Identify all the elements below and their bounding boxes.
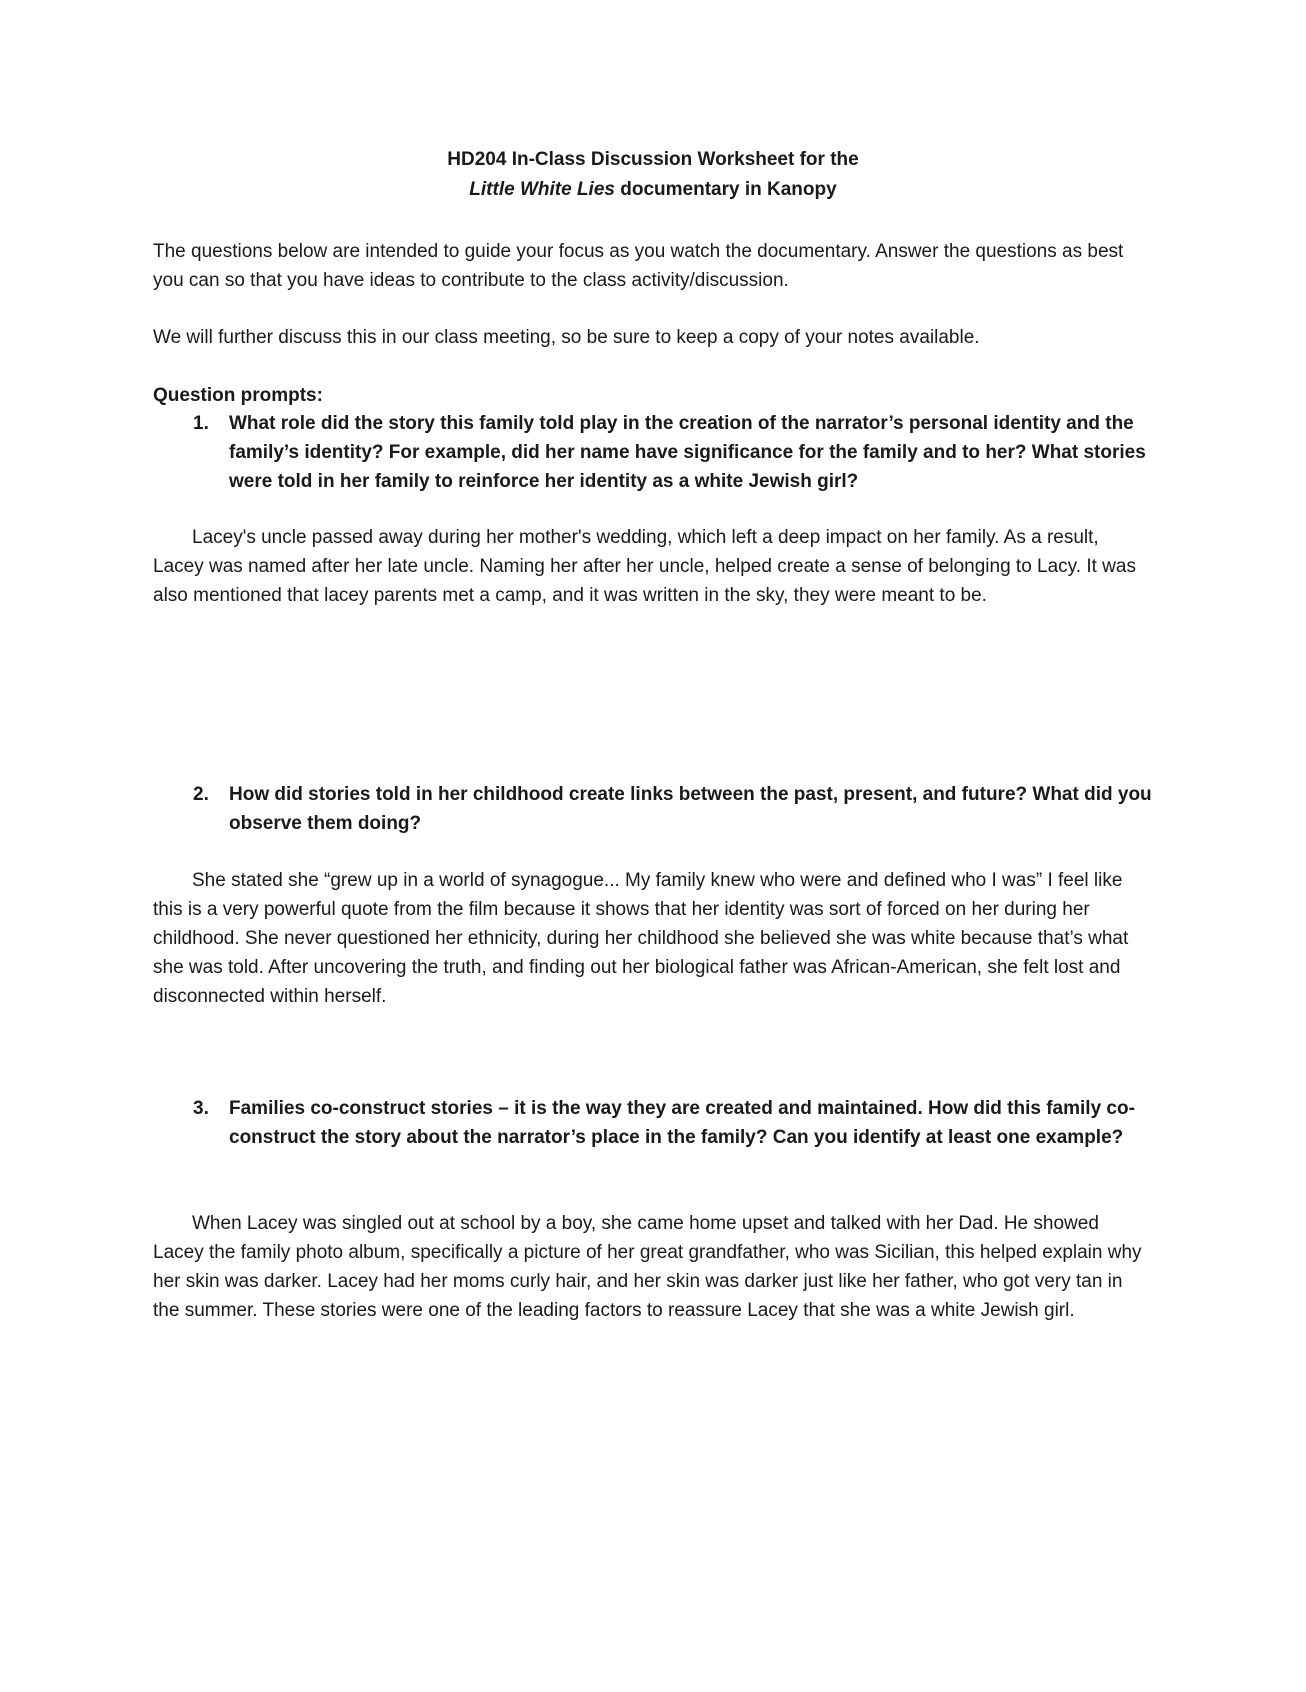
title-line-2 [0, 176, 1306, 204]
film-title: Little White Lies [469, 179, 615, 200]
answer-1: Lacey's uncle passed away during her mother's wedding, which left a deep impact on her family. As a result, Lacey was named after her late uncle. Naming her after her uncle, helped create a sense of belonging to Lacy. It was also mentioned that lacey parents met a camp, and it was written in the sky, they were meant to be. [153, 527, 1136, 606]
intro-paragraph-2: We will further discuss this in our class meeting, so be sure to keep a copy of your notes available. [153, 327, 980, 348]
question-text: How did stories told in her childhood create links between the past, present, and future? What did you observe them doing? [229, 784, 1152, 834]
question-number: 2. [193, 784, 209, 805]
question-number: 1. [193, 413, 209, 434]
prompts-heading: Question prompts: [153, 385, 323, 406]
question-1 [193, 409, 1163, 496]
title-line-1: HD204 In-Class Discussion Worksheet for the [447, 149, 859, 170]
question-2 [193, 780, 1163, 838]
question-number: 3. [193, 1098, 209, 1119]
title-line-2-rest: documentary in Kanopy [614, 179, 837, 200]
answer-3: When Lacey was singled out at school by a boy, she came home upset and talked with her Dad. He showed Lacey the family photo album, specifically a picture of her great grandfather, who was Sicilian, this helped explain why her skin was darker. Lacey had her moms curly hair, and her skin was darker just like her father, who got very tan in the summer. These stories were one of the leading factors to reassure Lacey that she was a white Jewish girl. [153, 1213, 1142, 1321]
question-3 [193, 1094, 1163, 1152]
answer-2: She stated she “grew up in a world of synagogue... My family knew who were and defined who I was” I feel like this is a very powerful quote from the film because it shows that her identity was sort of forced on her during her childhood. She never questioned her ethnicity, during her childhood she believed she was white because that’s what she was told. After uncovering the truth, and finding out her biological father was African-American, she felt lost and disconnected within herself. [153, 870, 1129, 1007]
intro-paragraph-1: The questions below are intended to guide your focus as you watch the documentary. Answer the questions as best you can so that you have ideas to contribute to the class activity/discussion. [153, 241, 1124, 291]
question-text: Families co-construct stories – it is the way they are created and maintained. How did this family co-construct the story about the narrator’s place in the family? Can you identify at least one example? [229, 1098, 1135, 1148]
question-text: What role did the story this family told play in the creation of the narrator’s personal identity and the family’s identity? For example, did her name have significance for the family and to her? What stories were told in her family to reinforce her identity as a white Jewish girl? [229, 413, 1146, 492]
